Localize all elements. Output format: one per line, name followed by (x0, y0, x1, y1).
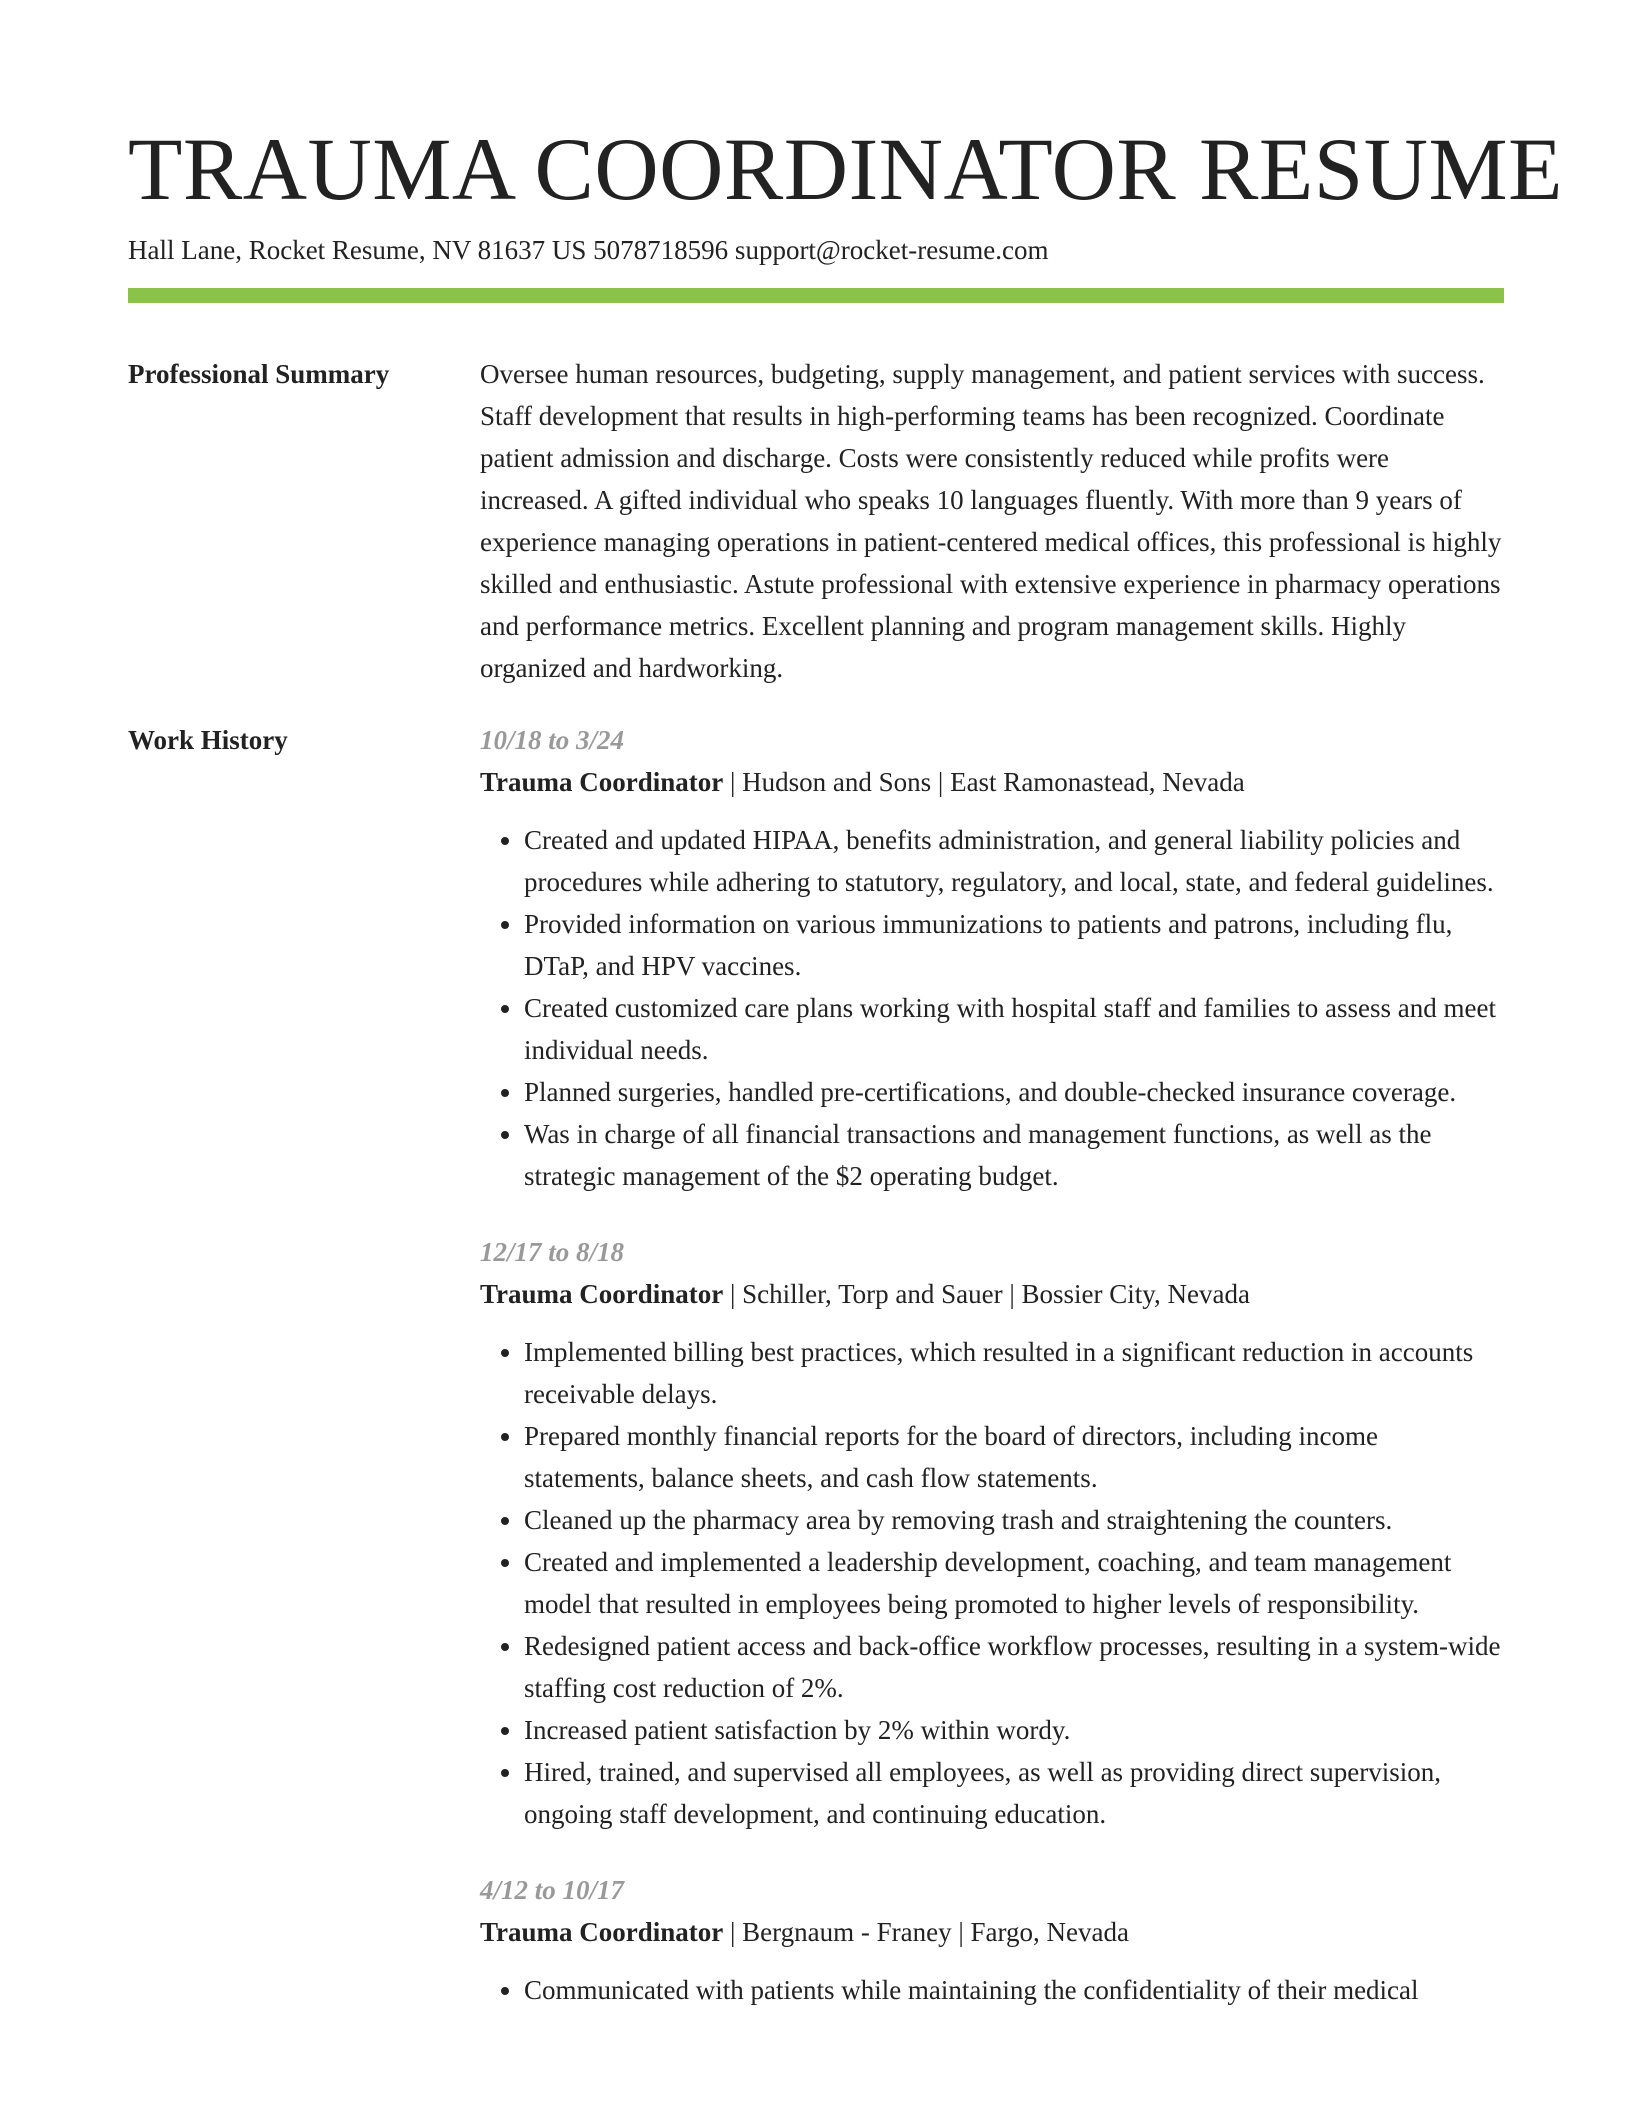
job-dates: 4/12 to 10/17 (480, 1875, 625, 1905)
accent-divider (128, 288, 1504, 303)
bullet-item: • Created customized care plans working with hospital staff and families to assess and meet individual needs. (524, 987, 1504, 1071)
bullet-item: • Increased patient satisfaction by 2% within wordy. (524, 1709, 1504, 1751)
section-label: Work History (128, 725, 288, 755)
resume-title: TRAUMA COORDINATOR RESUME (128, 121, 1564, 219)
section-label: Professional Summary (128, 359, 390, 389)
job-employer-location: | Hudson and Sons | East Ramonastead, Nevada (723, 767, 1245, 797)
bullet-item: • Redesigned patient access and back-office workflow processes, resulting in a system-wide staffing cost reduction of 2%. (524, 1625, 1504, 1709)
job-employer-location: | Bergnaum - Franey | Fargo, Nevada (723, 1917, 1129, 1947)
job-dates: 10/18 to 3/24 (480, 725, 625, 755)
section-body (480, 353, 1504, 689)
bullet-item: • Implemented billing best practices, which resulted in a significant reduction in accounts receivable delays. (524, 1331, 1504, 1415)
contact-line: Hall Lane, Rocket Resume, NV 81637 US 5078718596 support@rocket-resume.com (128, 235, 1049, 265)
work-history-section (128, 719, 1504, 2045)
bullet-item: • Created and implemented a leadership development, coaching, and team management model that resulted in employees being promoted to higher levels of responsibility. (524, 1541, 1504, 1625)
bullet-item: • Hired, trained, and supervised all employees, as well as providing direct supervision, ongoing staff development, and continuing education. (524, 1751, 1504, 1835)
job-entry (480, 719, 1504, 1197)
jobs-list (480, 719, 1504, 2045)
bullet-item: • Cleaned up the pharmacy area by removing trash and straightening the counters. (524, 1499, 1504, 1541)
job-dates: 12/17 to 8/18 (480, 1237, 625, 1267)
bullet-item: • Provided information on various immunizations to patients and patrons, including flu, DTaP, and HPV vaccines. (524, 903, 1504, 987)
job-employer-location: | Schiller, Torp and Sauer | Bossier City, Nevada (723, 1279, 1250, 1309)
job-entry (480, 1869, 1504, 2011)
bullet-item: • Prepared monthly financial reports for the board of directors, including income statements, balance sheets, and cash flow statements. (524, 1415, 1504, 1499)
bullet-item: • Communicated with patients while maintaining the confidentiality of their medical (524, 1969, 1504, 2011)
professional-summary-section (128, 353, 1504, 689)
summary-text: Oversee human resources, budgeting, supply management, and patient services with success. Staff development that results in high-performing teams has been recognized. Coordinate patient admission and discharge. Costs were consistently reduced while profits were increased. A gifted individual who speaks 10 languages fluently. With more than 9 years of experience managing operations in patient-centered medical offices, this professional is highly skilled and enthusiastic. Astute professional with extensive experience in pharmacy operations and performance metrics. Excellent planning and program management skills. Highly organized and hardworking. (480, 359, 1502, 683)
job-bullets (480, 819, 1504, 1197)
job-entry (480, 1231, 1504, 1835)
job-title: Trauma Coordinator (480, 767, 724, 797)
job-title: Trauma Coordinator (480, 1917, 724, 1947)
job-bullets (480, 1331, 1504, 1835)
resume-page (128, 118, 1564, 2045)
job-heading (480, 761, 1504, 803)
bullet-item: • Planned surgeries, handled pre-certifications, and double-checked insurance coverage. (524, 1071, 1504, 1113)
job-title: Trauma Coordinator (480, 1279, 724, 1309)
bullet-item: • Created and updated HIPAA, benefits administration, and general liability policies and procedures while adhering to statutory, regulatory, and local, state, and federal guidelines. (524, 819, 1504, 903)
bullet-item: • Was in charge of all financial transactions and management functions, as well as the strategic management of the $2 operating budget. (524, 1113, 1504, 1197)
job-heading (480, 1911, 1504, 1953)
job-bullets (480, 1969, 1504, 2011)
job-heading (480, 1273, 1504, 1315)
